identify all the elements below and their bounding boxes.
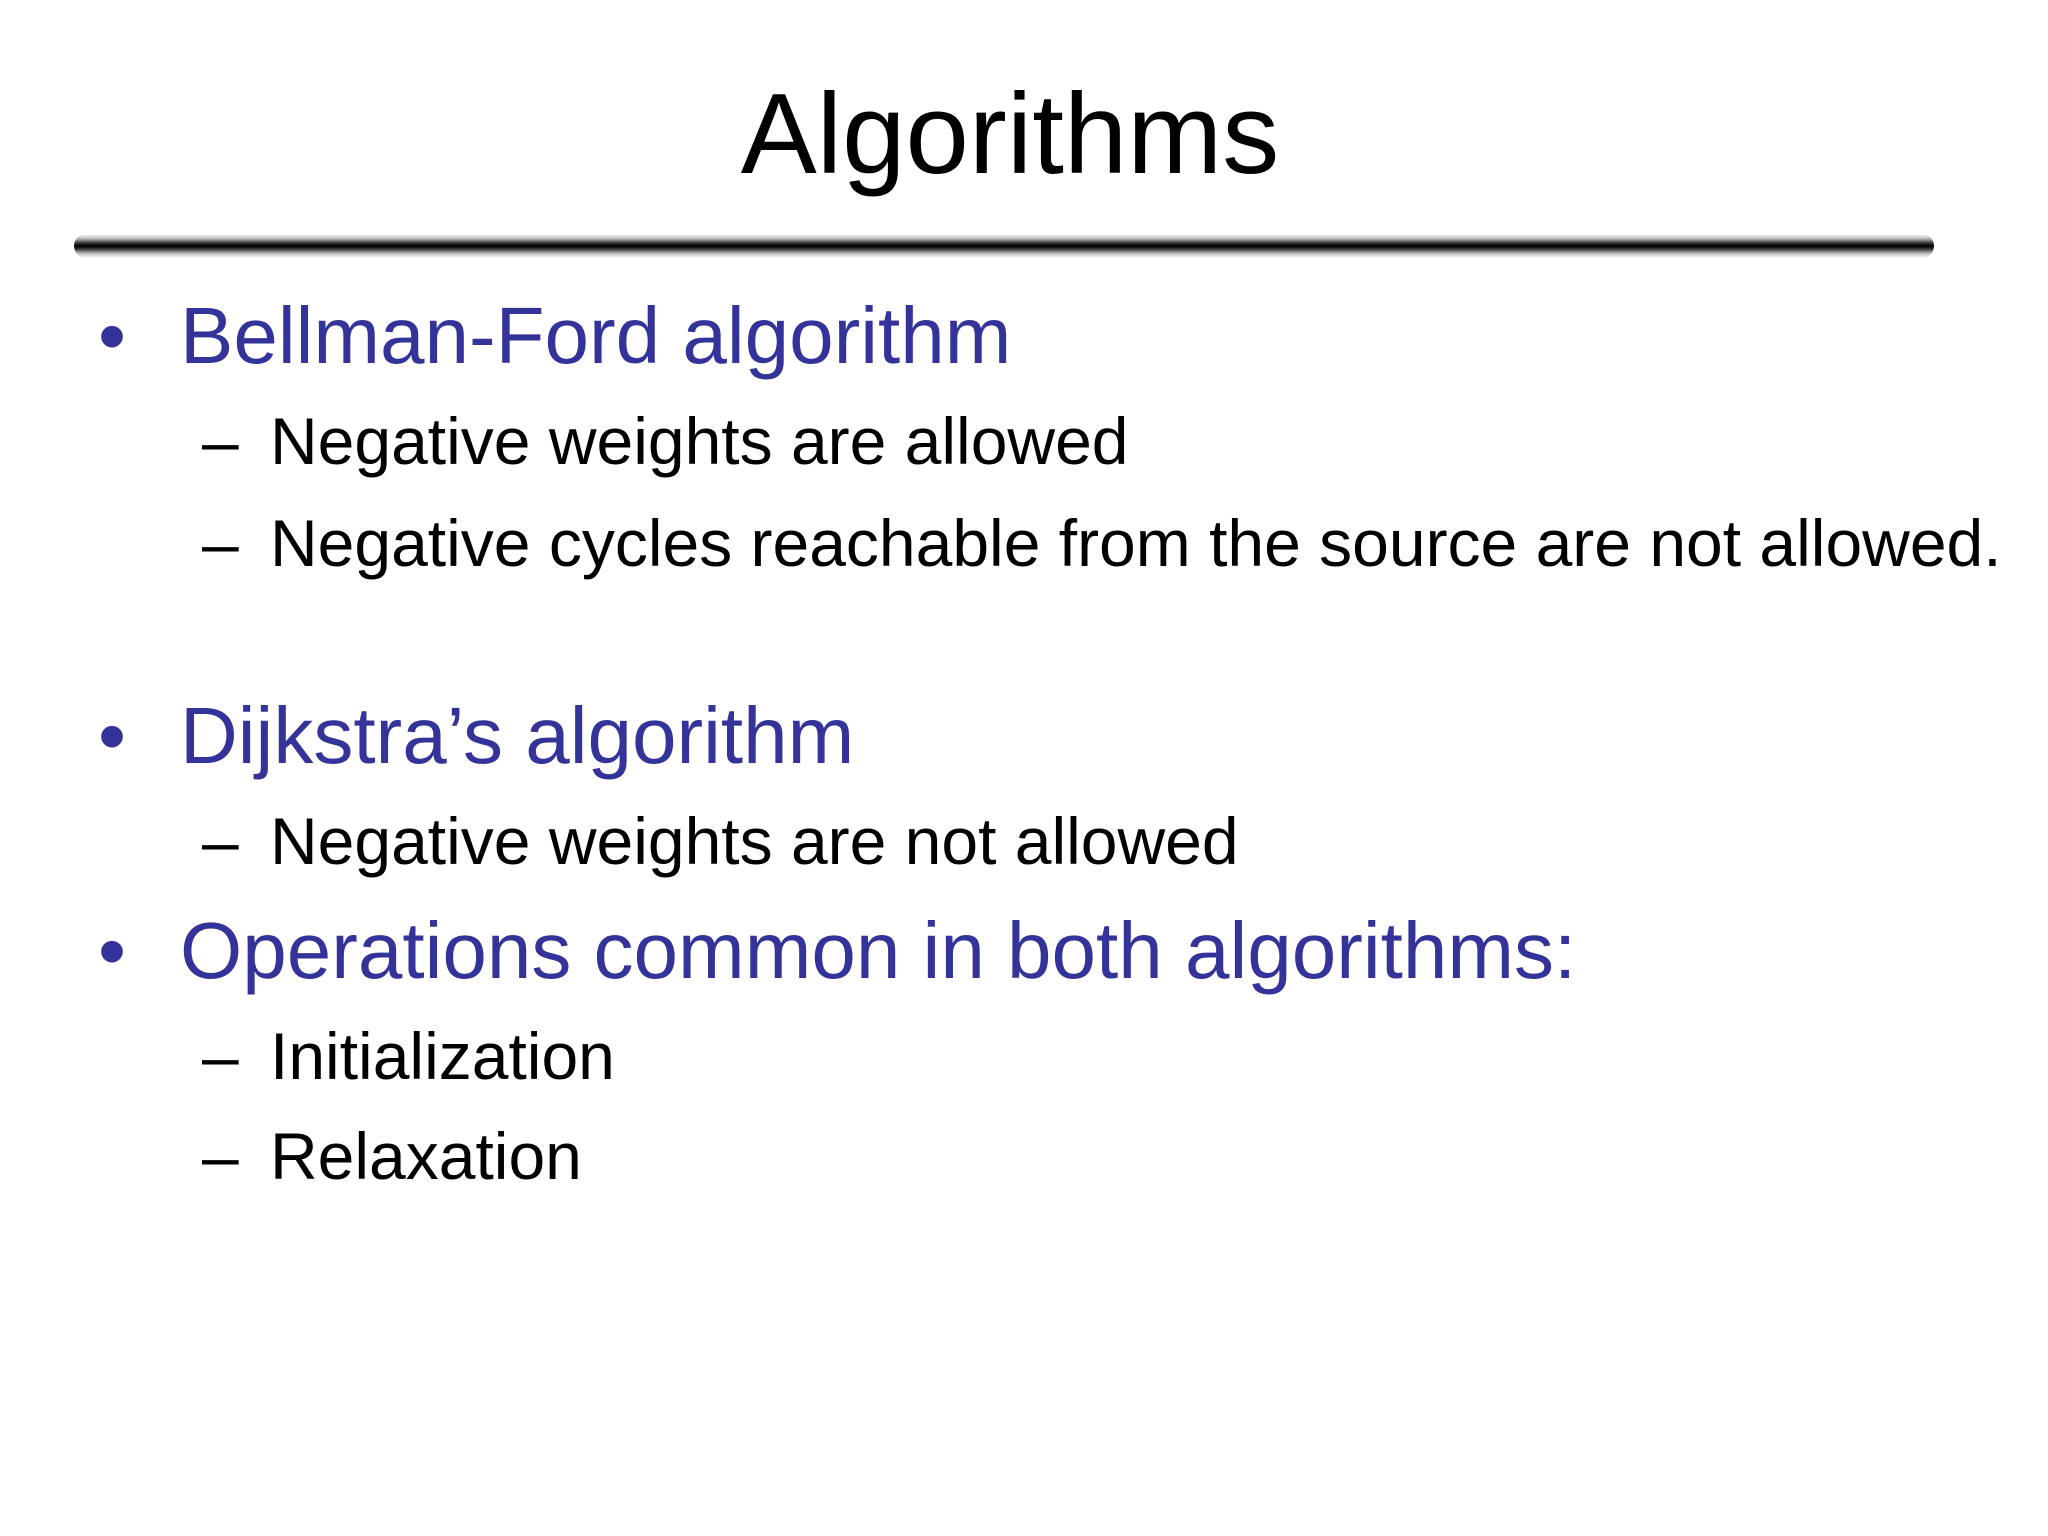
- sub-item-text: Negative weights are allowed: [270, 404, 1129, 478]
- sub-item-text: Initialization: [270, 1019, 615, 1093]
- bullet-marker: •: [98, 691, 127, 780]
- sub-marker: –: [202, 1119, 239, 1193]
- sub-marker: –: [202, 804, 239, 878]
- sub-item-text: Negative cycles reachable from the source are not allowed.: [270, 506, 2002, 580]
- sub-item-text: Negative weights are not allowed: [270, 804, 1239, 878]
- bullet-text: Bellman-Ford algorithm: [180, 291, 1012, 380]
- sub-marker: –: [202, 404, 239, 478]
- bullet-marker: •: [98, 906, 127, 995]
- bullet-text: Dijkstra’s algorithm: [180, 691, 855, 780]
- sub-item-text: Relaxation: [270, 1119, 582, 1193]
- slide-title: Algorithms: [740, 71, 1280, 198]
- sub-marker: –: [202, 506, 239, 580]
- bullet-text: Operations common in both algorithms:: [180, 906, 1577, 995]
- bullet-marker: •: [98, 291, 127, 380]
- sub-marker: –: [202, 1019, 239, 1093]
